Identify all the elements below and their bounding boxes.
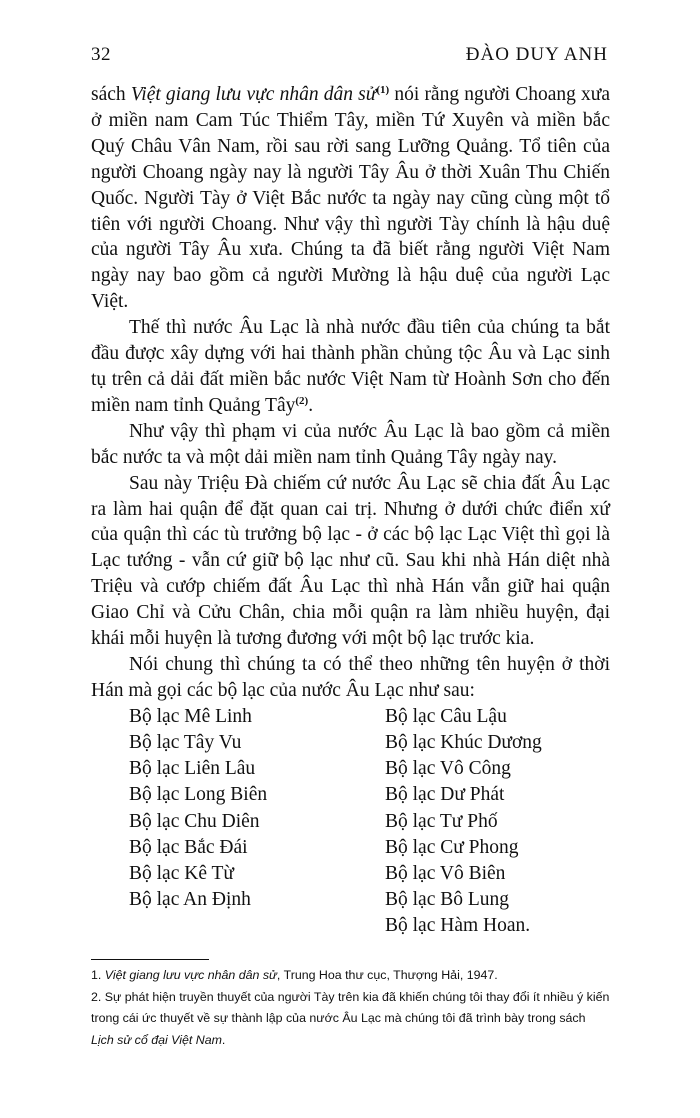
paragraph-2 xyxy=(91,315,610,419)
paragraph-4: Sau này Triệu Đà chiếm cứ nước Âu Lạc sẽ chia đất Âu Lạc ra làm hai quận để đặt quan cai trị. Nhưng ở dưới chức điển xứ của quận thì các tù trưởng bộ lạc - ở các bộ lạc Lạc Việt thì gọi là Lạc tướng - vẫn cứ giữ bộ lạc như cũ. Sau khi nhà Hán diệt nhà Triệu và cướp chiếm đất Âu Lạc thì nhà Hán vẫn giữ hai quận Giao Chỉ và Cửu Chân, chia mỗi quận ra làm nhiều huyện, đại khái mỗi huyện là tương đương với một bộ lạc trước kia. xyxy=(91,472,610,650)
tribe-item: Bộ lạc Câu Lậu xyxy=(385,705,507,727)
footnotes xyxy=(91,965,611,1051)
paragraph-5: Nói chung thì chúng ta có thể theo những tên huyện ở thời Hán mà gọi các bộ lạc của nước Âu Lạc như sau: xyxy=(91,653,610,701)
tribe-item: Bộ lạc Bô Lung xyxy=(385,889,510,911)
paragraph-1-start: sách xyxy=(91,84,131,105)
tribe-item: Bộ lạc Long Biên xyxy=(129,784,268,806)
footnote-mark-1: (1) xyxy=(376,84,390,96)
tribe-item: Bộ lạc Mê Linh xyxy=(129,705,252,727)
footnote-mark-2: (2) xyxy=(295,394,309,407)
tribe-item: Bộ lạc Hàm Hoan. xyxy=(385,915,531,937)
tribe-item: Bộ lạc Vô Công xyxy=(385,758,511,780)
tribe-item: Bộ lạc Tây Vu xyxy=(129,731,242,753)
running-head-author: ĐÀO DUY ANH xyxy=(465,44,608,65)
tribe-column-left xyxy=(129,704,385,940)
tribe-item: Bộ lạc Khúc Dương xyxy=(385,731,542,753)
footnote-1 xyxy=(91,965,611,987)
tribe-item: Bộ lạc Kê Từ xyxy=(129,862,234,884)
tribe-list xyxy=(91,704,610,940)
footnote-2 xyxy=(91,987,611,1052)
tribe-item: Bộ lạc Liên Lâu xyxy=(129,758,256,780)
tribe-item: Bộ lạc Bắc Đái xyxy=(129,836,248,858)
footnote-1-number: 1. xyxy=(91,968,105,982)
book-title-citation: Việt giang lưu vực nhân dân sử xyxy=(130,84,377,105)
tribe-item: Bộ lạc Tư Phố xyxy=(385,810,498,832)
paragraph-2-end: . xyxy=(308,394,314,416)
paragraph-1-rest: nói rằng người Choang xưa ở miền nam Cam Túc Thiểm Tây, miền Tứ Xuyên và miền bắc Quý Châu Vân Nam, rồi sau rời sang Lưỡng Quảng. Tổ tiên của người Choang ngày nay là người Tây Âu ở thời Xuân Thu Chiến Quốc. Người Tày ở Việt Bắc nước ta ngày nay cũng cùng một tổ tiên với người Choang. Như vậy thì người Tày chính là hậu duệ của người Tây Âu xưa. Chúng ta đã biết rằng người Việt Nam ngày nay bao gồm cả người Mường là hậu duệ của người Lạc Việt. xyxy=(91,84,610,313)
paragraph-1 xyxy=(91,82,610,315)
footnote-1-title: Việt giang lưu vực nhân dân sử xyxy=(104,968,277,982)
paragraph-2-text: Thế thì nước Âu Lạc là nhà nước đầu tiên của chúng ta bắt đầu được xây dựng với hai thành phần chủng tộc Âu và Lạc sinh tụ trên cả dải đất miền bắc nước Việt Nam từ Hoành Sơn cho đến miền nam tỉnh Quảng Tây xyxy=(91,317,610,416)
tribe-item: Bộ lạc Chu Diên xyxy=(129,810,260,832)
tribe-column-right xyxy=(385,704,542,940)
tribe-item: Bộ lạc An Định xyxy=(129,889,251,911)
tribe-item: Bộ lạc Vô Biên xyxy=(385,862,506,884)
footnote-1-rest: , Trung Hoa thư cục, Thượng Hải, 1947. xyxy=(276,968,498,982)
body-text xyxy=(91,82,610,940)
tribe-item: Bộ lạc Cư Phong xyxy=(385,836,519,858)
paragraph-3: Như vậy thì phạm vi của nước Âu Lạc là bao gồm cả miền bắc nước ta và một dải miền nam tỉnh Quảng Tây ngày nay. xyxy=(91,420,610,468)
tribe-item: Bộ lạc Dư Phát xyxy=(385,784,505,806)
footnote-divider xyxy=(91,959,209,960)
page-header xyxy=(91,44,608,66)
footnote-2-text: 2. Sự phát hiện truyền thuyết của người Tày trên kia đã khiến chúng tôi thay đổi ít nhiều ý kiến trong cái ức thuyết về sự thành lập của nước Âu Lạc mà chúng tôi đã trình bày trong sách xyxy=(91,989,610,1025)
footnote-2-title: Lịch sử cổ đại Việt Nam xyxy=(91,1032,222,1047)
footnote-2-end: . xyxy=(221,1032,226,1047)
page-number: 32 xyxy=(91,44,111,65)
